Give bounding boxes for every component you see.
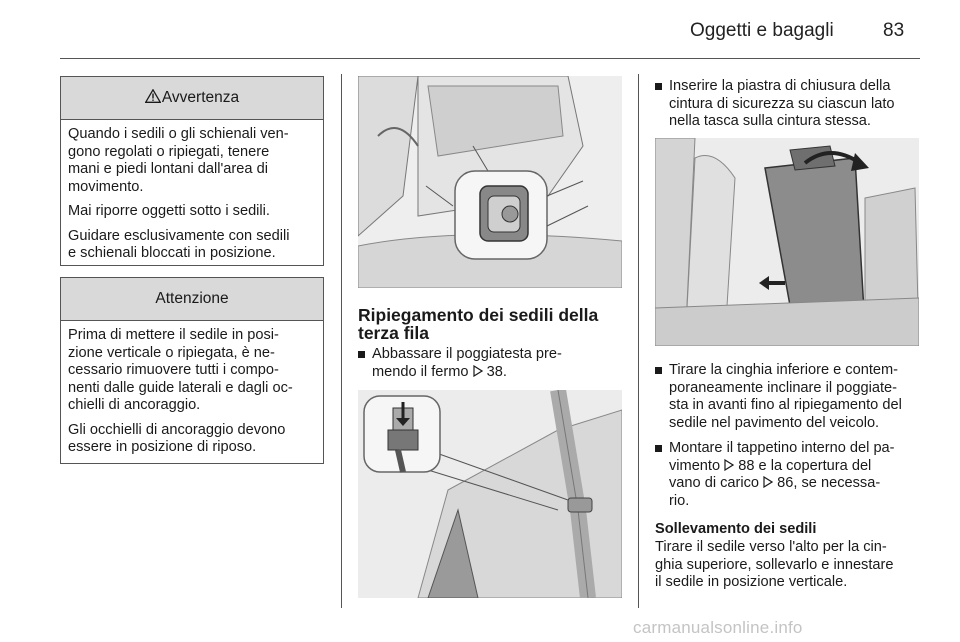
subheading-raise-seats: Sollevamento dei sedili: [655, 521, 817, 537]
bullet-text: Abbassare il poggiatesta pre- mendo il fermo: [372, 346, 562, 380]
watermark: carmanualsonline.info: [633, 618, 803, 637]
caution-paragraph-2: Gli occhielli di ancoraggio devono essere in posizione di riposo.: [68, 421, 286, 455]
bullet-text-part-3: , se necessa- rio.: [669, 475, 881, 509]
paragraph-raise-seats: Tirare il sedile verso l'alto per la cin- ghia superiore, sollevarlo e innestare il sedile in posizione verticale.: [655, 539, 894, 590]
bullet-square-icon: [358, 351, 365, 358]
caution-box-header: [61, 278, 323, 321]
bullet-square-icon: [655, 445, 662, 452]
bullet-pull-lower-strap: Tirare la cinghia inferiore e contem- poraneamente inclinare il poggiate- sta in avanti fino al ripiegamento del sedile nel pavimento del veicolo.: [655, 362, 935, 432]
warning-paragraph-1: Quando i sedili o gli schienali ven- gono regolati o ripiegati, tenere mani e piedi lontani dall'area di movimento.: [68, 126, 289, 195]
page-ref-arrow-icon: [763, 476, 773, 488]
column-divider-2: [638, 74, 639, 608]
warning-paragraph-3: Guidare esclusivamente con sedili e schienali bloccati in posizione.: [68, 227, 290, 261]
warning-box: [60, 76, 324, 266]
page-ref: 38.: [486, 363, 507, 380]
illustration-fold-seat: [655, 138, 919, 346]
bullet-text-part-2: e la copertura del vano di carico: [669, 457, 872, 491]
page-ref-arrow-icon: [724, 459, 734, 471]
caution-box: [60, 277, 324, 464]
page-number: 83: [883, 20, 905, 41]
warning-box-header: [61, 77, 323, 120]
bullet-fit-floor-mat: [655, 440, 935, 510]
caution-box-title: Attenzione: [155, 290, 229, 307]
page-header-title: Oggetti e bagagli: [690, 20, 834, 41]
warning-paragraph-2: Mai riporre oggetti sotto i sedili.: [68, 203, 270, 219]
page-ref-arrow-icon: [473, 365, 483, 377]
bullet-square-icon: [655, 367, 662, 374]
page-ref-1: 88: [738, 457, 755, 474]
warning-triangle-icon: [145, 89, 161, 103]
illustration-headrest-latch: [358, 76, 622, 288]
bullet-square-icon: [655, 83, 662, 90]
header-rule: [60, 58, 920, 59]
caution-box-body: [61, 321, 323, 457]
column-divider-1: [341, 74, 342, 608]
bullet-text-part-1: Montare il tappetino interno del pa- vimento: [669, 440, 895, 474]
bullet-press-headrest: [358, 346, 628, 381]
caution-paragraph-1: Prima di mettere il sedile in posi- zione verticale o ripiegata, è ne- cessario rimuovere tutti i compo- nenti dalle guide laterali e dagli oc- chielli di ancoraggio.: [68, 327, 293, 413]
illustration-seatbelt-pocket: [358, 390, 622, 598]
page-ref-2: 86: [777, 475, 794, 491]
warning-box-body: [61, 120, 323, 263]
bullet-insert-latch-plate: Inserire la piastra di chiusura della cintura di sicurezza su ciascun lato nella tasca sulla cintura stessa.: [655, 78, 930, 131]
section-heading-fold-third-row: Ripiegamento dei sedili della terza fila: [358, 305, 599, 343]
warning-box-title: Avvertenza: [161, 89, 240, 106]
